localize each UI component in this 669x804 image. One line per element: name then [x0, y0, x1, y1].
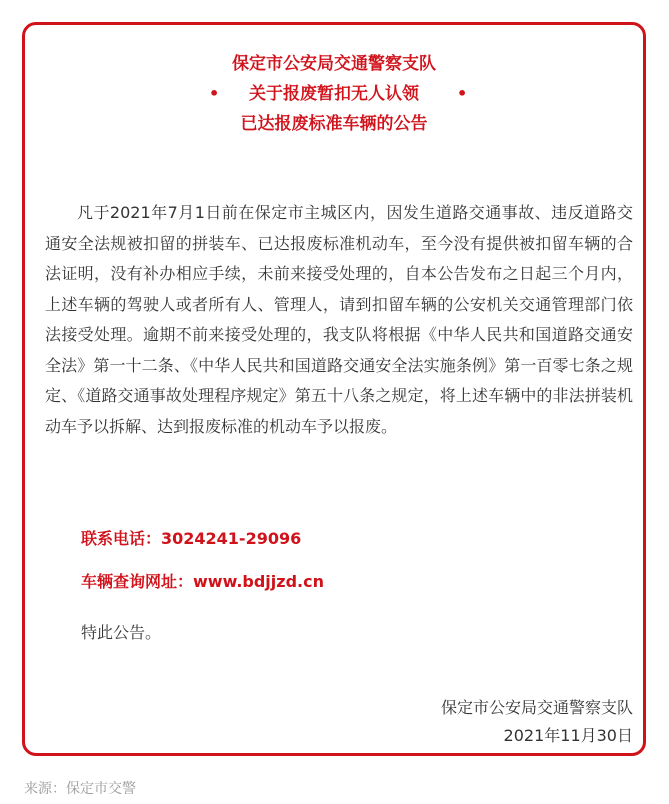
contact-phone: 联系电话：3024241-29096 [81, 529, 302, 548]
notice-title-line-3: 已达报废标准车辆的公告 [240, 114, 428, 134]
vehicle-query-website: 车辆查询网址：www.bdjjzd.cn [81, 572, 324, 591]
source-caption: 来源：保定市交警 [24, 781, 136, 797]
notice-title-line-1: 保定市公安局交通警察支队 [232, 54, 436, 74]
signature-date: 2021年11月30日 [503, 726, 633, 745]
bullet-right-icon: • [457, 84, 468, 103]
notice-closing: 特此公告。 [81, 623, 162, 642]
bullet-left-icon: • [209, 84, 220, 103]
notice-title-line-2: 关于报废暂扣无人认领 [249, 84, 419, 104]
notice-frame [22, 22, 646, 756]
signature-organization: 保定市公安局交通警察支队 [440, 698, 633, 717]
notice-body: 凡于2021年7月1日前在保定市主城区内，因发生道路交通事故、违反道路交通安全法规被扣留的拼装车、已达报废标准机动车，至今没有提供被扣留车辆的合法证明，没有补办相应手续，未前来接受处理的，自本公告发布之日起三个月内，上述车辆的驾驶人或者所有人、管理人，请到扣留车辆的公安机关交通管理部门依法接受处理。逾期不前来接受处理的，我支队将根据《中华人民共和国道路交通安全法》第一十二条、《中华人民共和国道路交通安全法实施条例》第一百零七条之规定、《道路交通事故处理程序规定》第五十八条之规定，将上述车辆中的非法拼装机动车予以拆解、达到报废标准的机动车予以报废。 [45, 203, 633, 436]
